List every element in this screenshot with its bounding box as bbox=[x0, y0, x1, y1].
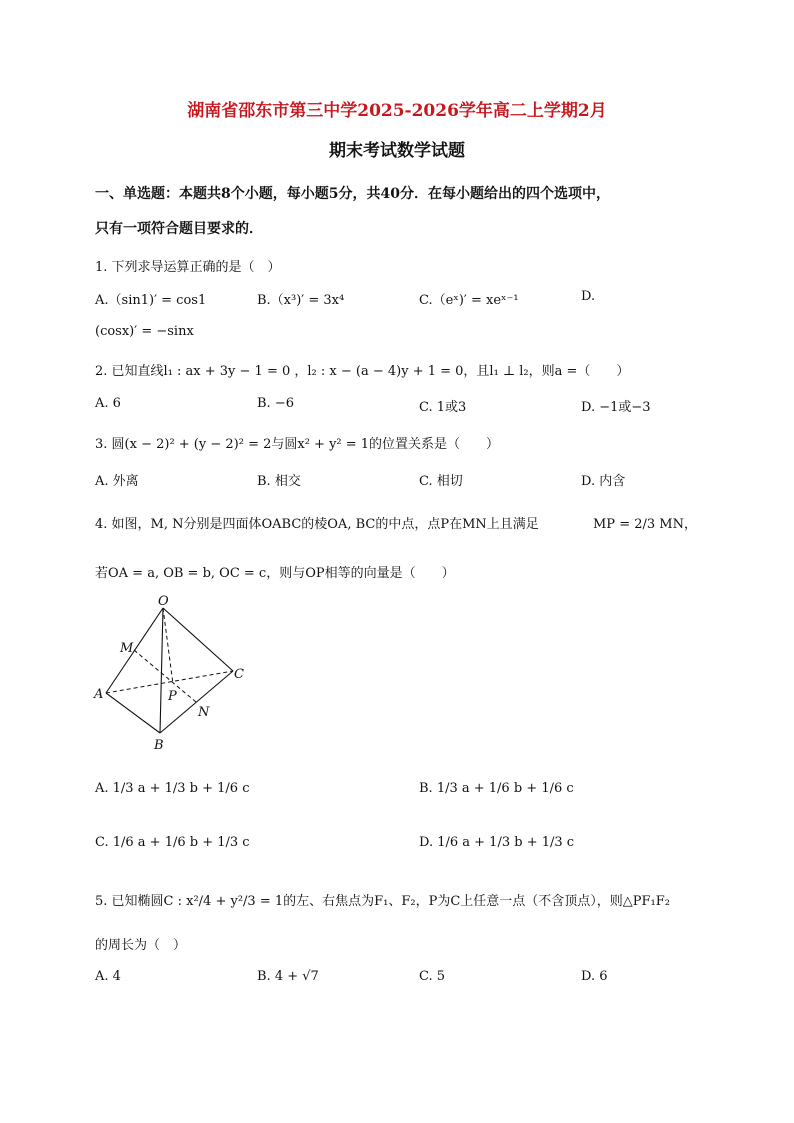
section-header-line2: 只有一项符合题目要求的． bbox=[95, 221, 263, 237]
q3-option-c: C. 相切 bbox=[419, 474, 463, 489]
q3-option-a: A. 外离 bbox=[95, 474, 139, 489]
q2-option-d: D. −1或−3 bbox=[581, 400, 651, 415]
q1-option-d: (cosx)′ = −sinx bbox=[95, 324, 194, 339]
segment-op bbox=[163, 608, 173, 684]
label-n: N bbox=[198, 705, 210, 720]
label-b: B bbox=[154, 738, 164, 753]
tetrahedron-figure bbox=[88, 592, 258, 757]
q5-option-a: A. 4 bbox=[95, 969, 121, 984]
q4-stem-line2: 若OA = a, OB = b, OC = c，则与OP相等的向量是（ ） bbox=[95, 566, 455, 581]
label-o: O bbox=[158, 594, 169, 609]
edge-ob bbox=[160, 608, 163, 733]
label-c: C bbox=[234, 667, 244, 682]
q1-option-c: C.（eˣ)′ = xeˣ⁻¹ bbox=[419, 293, 519, 308]
edge-ab bbox=[106, 693, 160, 733]
q5-option-b: B. 4 + √7 bbox=[257, 969, 319, 984]
doc-title-line2: 期末考试数学试题 bbox=[329, 141, 465, 161]
edge-oc bbox=[163, 608, 233, 671]
q5-option-c: C. 5 bbox=[419, 969, 446, 984]
q3-option-d: D. 内含 bbox=[581, 474, 626, 489]
q4-option-a: A. 1/3 a + 1/3 b + 1/6 c bbox=[95, 781, 250, 796]
label-a: A bbox=[94, 687, 104, 702]
q1-option-b: B.（x³)′ = 3x⁴ bbox=[257, 293, 345, 308]
q2-option-a: A. 6 bbox=[95, 396, 121, 411]
q3-option-b: B. 相交 bbox=[257, 474, 301, 489]
q4-option-d: D. 1/6 a + 1/3 b + 1/3 c bbox=[419, 835, 575, 850]
q4-option-b: B. 1/3 a + 1/6 b + 1/6 c bbox=[419, 781, 574, 796]
segment-mn bbox=[134, 650, 196, 702]
section-header-line1: 一、单选题：本题共8个小题，每小题5分，共40分．在每小题给出的四个选项中， bbox=[95, 186, 610, 202]
label-p: P bbox=[168, 689, 177, 704]
q5-stem-line1: 5. 已知椭圆C : x²/4 + y²/3 = 1的左、右焦点为F₁、F₂，P为C上任意一点（不含顶点），则△PF₁F₂ bbox=[95, 894, 670, 909]
q5-stem-line2: 的周长为（ ） bbox=[95, 938, 187, 953]
q1-stem: 1. 下列求导运算正确的是（ ） bbox=[95, 260, 281, 275]
q4-stem-line1: 4. 如图，M, N分别是四面体OABC的棱OA, BC的中点，点P在MN上且满足 bbox=[95, 517, 539, 532]
q5-option-d: D. 6 bbox=[581, 969, 608, 984]
q4-option-c: C. 1/6 a + 1/6 b + 1/3 c bbox=[95, 835, 250, 850]
q1-option-a: A.（sin1)′ = cos1 bbox=[95, 293, 207, 308]
q2-option-b: B. −6 bbox=[257, 396, 294, 411]
q4-stem-equation: MP = 2/3 MN， bbox=[593, 517, 697, 532]
q1-option-d-label: D. bbox=[581, 289, 596, 304]
label-m: M bbox=[120, 641, 134, 656]
q2-option-c: C. 1或3 bbox=[419, 400, 467, 415]
doc-title-line1: 湖南省邵东市第三中学2025-2026学年高二上学期2月 bbox=[187, 101, 607, 121]
q2-stem: 2. 已知直线l₁ : ax + 3y − 1 = 0 ，l₂ : x − (a − 4)y + 1 = 0，且l₁ ⊥ l₂，则a =（ ） bbox=[95, 364, 630, 379]
q3-stem: 3. 圆(x − 2)² + (y − 2)² = 2与圆x² + y² = 1的位置关系是（ ） bbox=[95, 437, 500, 452]
